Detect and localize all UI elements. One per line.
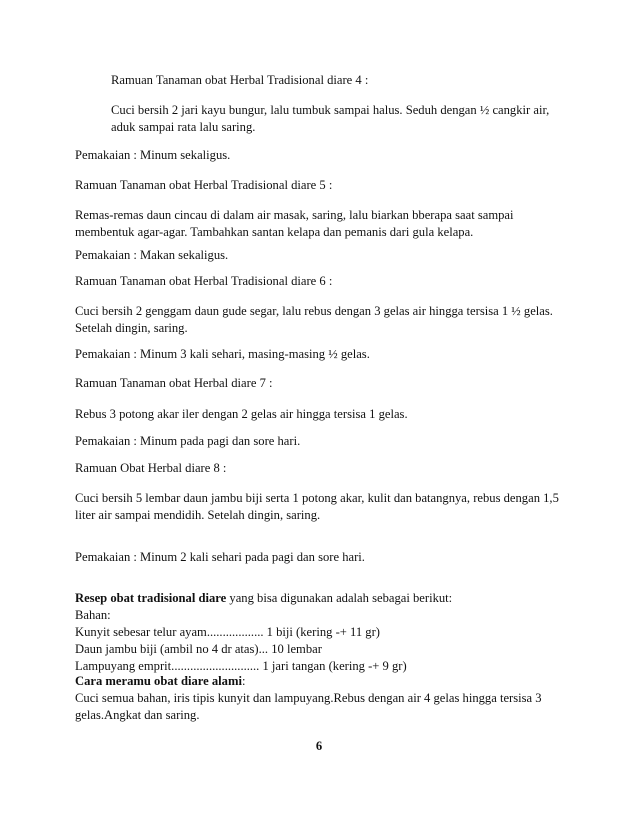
recipe-4-title: Ramuan Tanaman obat Herbal Tradisional diare 4 :: [111, 73, 369, 87]
ingredients-heading: Bahan:: [75, 608, 111, 622]
recipe-7-title: Ramuan Tanaman obat Herbal diare 7 :: [75, 376, 273, 390]
recipe-6-title: Ramuan Tanaman obat Herbal Tradisional diare 6 :: [75, 274, 333, 288]
recipe-8-title: Ramuan Obat Herbal diare 8 :: [75, 461, 227, 475]
recipe-intro: Resep obat tradisional diare yang bisa digunakan adalah sebagai berikut: Bahan: Kunyit sebesar telur ayam.................. 1 biji (kering -+ 11 gr) Daun jambu biji (ambil no 4 dr atas)... 10 lembar Lampuyang emprit............................ 1 jari tangan (kering -+ 9 gr): [75, 590, 575, 675]
recipe-8-usage: Pemakaian : Minum 2 kali sehari pada pagi dan sore hari.: [75, 550, 365, 564]
recipe-4-body: Cuci bersih 2 jari kayu bungur, lalu tumbuk sampai halus. Seduh dengan ½ cangkir air, aduk sampai rata lalu saring.: [111, 103, 550, 134]
recipe-7-usage: Pemakaian : Minum pada pagi dan sore hari.: [75, 434, 301, 448]
recipe-8-body: Cuci bersih 5 lembar daun jambu biji serta 1 potong akar, kulit dan batangnya, rebus dengan 1,5 liter air sampai mendidih. Setelah dingin, saring.: [75, 491, 559, 522]
page-number: 6: [315, 739, 323, 753]
preparation-heading: Cara meramu obat diare alami: [75, 674, 242, 688]
recipe-5-title: Ramuan Tanaman obat Herbal Tradisional diare 5 :: [75, 178, 333, 192]
ingredient-1: Kunyit sebesar telur ayam.................. 1 biji (kering -+ 11 gr): [75, 625, 380, 639]
recipe-7-body: Rebus 3 potong akar iler dengan 2 gelas air hingga tersisa 1 gelas.: [75, 407, 408, 421]
ingredient-2: Daun jambu biji (ambil no 4 dr atas)... 10 lembar: [75, 642, 322, 656]
preparation-section: Cara meramu obat diare alami: Cuci semua bahan, iris tipis kunyit dan lampuyang.Rebus dengan air 4 gelas hingga tersisa 3 gelas.Angkat dan saring.: [75, 674, 542, 722]
ingredient-3: Lampuyang emprit............................ 1 jari tangan (kering -+ 9 gr): [75, 659, 407, 673]
recipe-6-usage: Pemakaian : Minum 3 kali sehari, masing-masing ½ gelas.: [75, 347, 370, 361]
recipe-5-usage: Pemakaian : Makan sekaligus.: [75, 248, 229, 262]
recipe-4-usage: Pemakaian : Minum sekaligus.: [75, 148, 231, 162]
recipe-intro-bold: Resep obat tradisional diare: [75, 591, 227, 605]
recipe-6-body: Cuci bersih 2 genggam daun gude segar, lalu rebus dengan 3 gelas air hingga tersisa 1 ½ gelas. Setelah dingin, saring.: [75, 304, 553, 335]
recipe-5-body: Remas-remas daun cincau di dalam air masak, saring, lalu biarkan bberapa saat sampai membentuk agar-agar. Tambahkan santan kelapa dan pemanis dari gula kelapa.: [75, 208, 514, 239]
